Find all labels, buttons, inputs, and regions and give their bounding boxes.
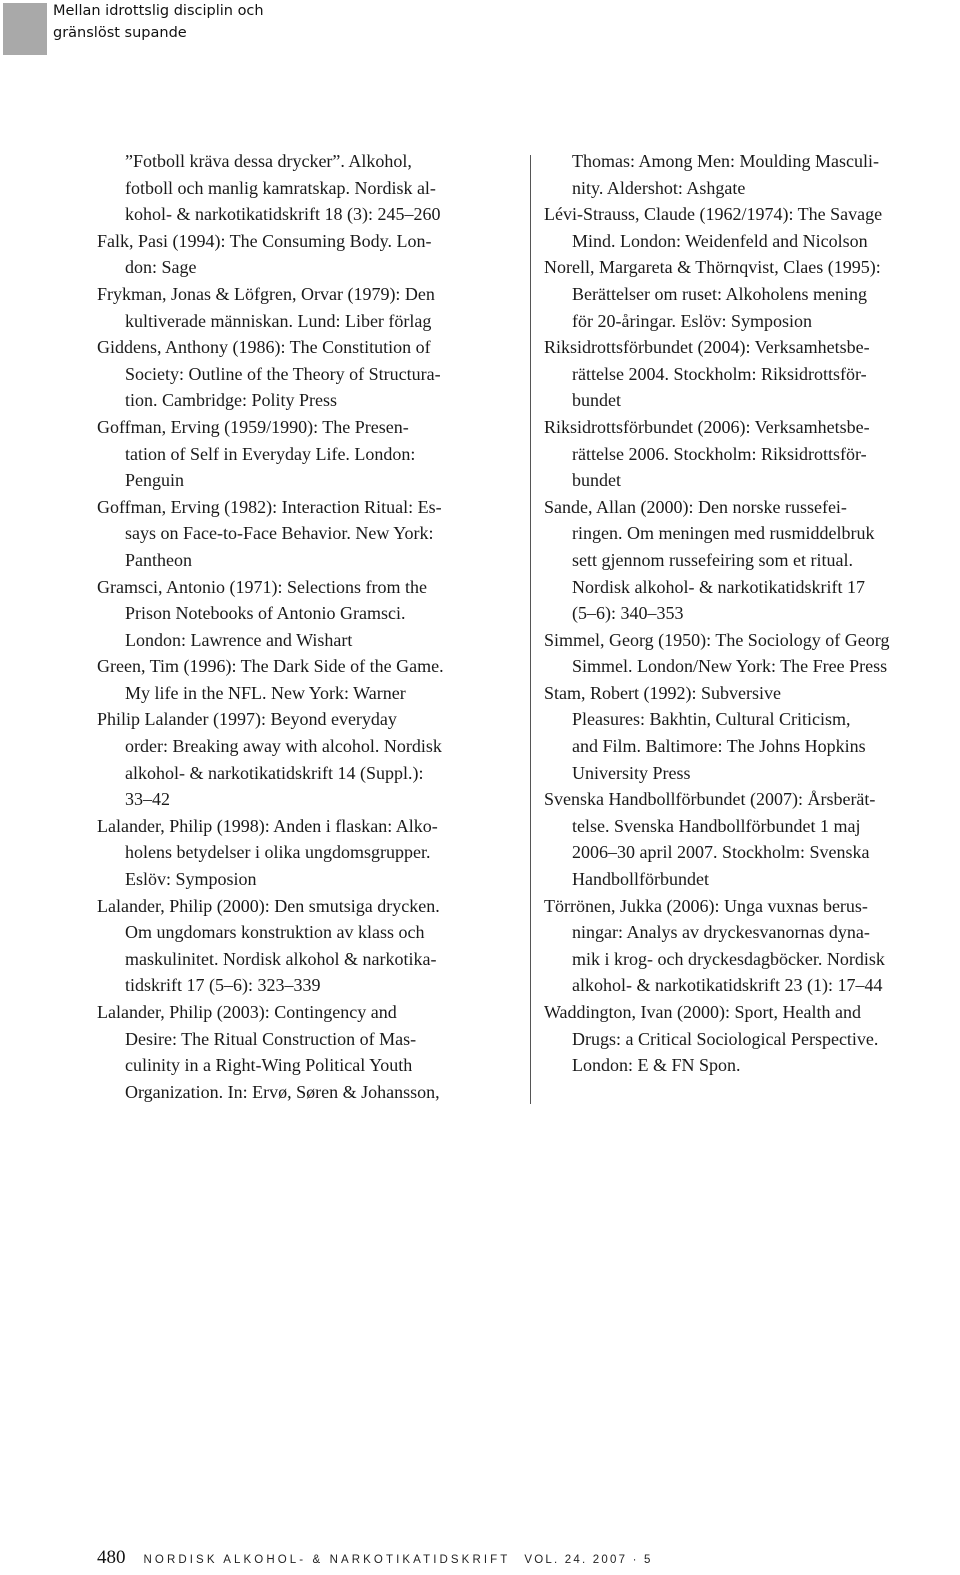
reference-line: Organization. In: Ervø, Søren & Johansson, xyxy=(125,1081,440,1102)
reference-line: Lalander, Philip (2003): Contingency and xyxy=(97,1002,397,1022)
reference-line: ringen. Om meningen med rusmiddelbruk xyxy=(572,523,875,544)
reference-line: Nordisk alkohol- & narkotikatidskrift 17 xyxy=(572,576,865,597)
reference-line: Prison Notebooks of Antonio Gramsci. xyxy=(125,603,406,624)
reference-line: Mind. London: Weidenfeld and Nicolson xyxy=(572,230,868,251)
reference-line: Riksidrottsförbundet (2004): Verksamhetsbe- xyxy=(544,337,870,358)
reference-line: London: Lawrence and Wishart xyxy=(125,629,353,650)
reference-line: Riksidrottsförbundet (2006): Verksamhetsbe- xyxy=(544,416,870,437)
reference-line: 2006–30 april 2007. Stockholm: Svenska xyxy=(572,842,870,863)
reference-line: Norell, Margareta & Thörnqvist, Claes (1995): xyxy=(544,257,881,278)
references-left-column xyxy=(97,148,444,1105)
page-number: 480 xyxy=(97,1547,126,1568)
reference-line: Lalander, Philip (2000): Den smutsiga drycken. xyxy=(97,895,440,916)
reference-line: Pleasures: Bakhtin, Cultural Criticism, xyxy=(572,709,851,730)
reference-line: ”Fotboll kräva dessa drycker”. Alkohol, xyxy=(125,151,412,171)
reference-line: holens betydelser i olika ungdomsgrupper. xyxy=(125,842,431,863)
page-footer xyxy=(97,1547,653,1571)
reference-line: bundet xyxy=(572,390,621,411)
reference-line: 33–42 xyxy=(125,789,170,810)
volume-info: VOL. 24. 2007 · 5 xyxy=(524,1554,653,1566)
reference-line: Handbollförbundet xyxy=(572,869,709,890)
reference-line: kohol- & narkotikatidskrift 18 (3): 245–260 xyxy=(125,204,441,225)
reference-line: Pantheon xyxy=(125,549,192,570)
reference-line: Törrönen, Jukka (2006): Unga vuxnas berus- xyxy=(544,895,868,916)
reference-line: maskulinitet. Nordisk alkohol & narkotika- xyxy=(125,948,437,969)
reference-line: Thomas: Among Men: Moulding Masculi- xyxy=(572,151,879,171)
reference-line: Berättelser om ruset: Alkoholens mening xyxy=(572,283,867,304)
reference-line: Penguin xyxy=(125,470,185,491)
reference-line: Goffman, Erving (1959/1990): The Presen- xyxy=(97,416,409,437)
reference-line: sett gjennom russefeiring som et ritual. xyxy=(572,549,853,570)
journal-name: NORDISK ALKOHOL- & NARKOTIKATIDSKRIFT xyxy=(143,1554,511,1566)
reference-line: rättelse 2004. Stockholm: Riksidrottsför- xyxy=(572,363,867,384)
reference-line: Lalander, Philip (1998): Anden i flaskan: Alko- xyxy=(97,815,438,836)
reference-line: tion. Cambridge: Polity Press xyxy=(125,390,338,411)
reference-line: telse. Svenska Handbollförbundet 1 maj xyxy=(572,815,861,836)
reference-line: and Film. Baltimore: The Johns Hopkins xyxy=(572,736,866,757)
reference-line: culinity in a Right-Wing Political Youth xyxy=(125,1055,413,1076)
reference-line: alkohol- & narkotikatidskrift 14 (Suppl.): xyxy=(125,762,424,783)
reference-line: Falk, Pasi (1994): The Consuming Body. Lon- xyxy=(97,230,432,251)
reference-line: University Press xyxy=(572,762,691,783)
reference-line: My life in the NFL. New York: Warner xyxy=(125,682,406,703)
references-right-column xyxy=(544,148,889,1079)
reference-line: Svenska Handbollförbundet (2007): Årsberät- xyxy=(544,789,876,810)
reference-line: ningar: Analys av dryckesvanornas dyna- xyxy=(572,922,870,943)
reference-line: Giddens, Anthony (1986): The Constitution of xyxy=(97,337,431,358)
reference-line: kultiverade människan. Lund: Liber förlag xyxy=(125,310,432,331)
reference-line: Stam, Robert (1992): Subversive xyxy=(544,682,781,703)
reference-line: för 20-åringar. Eslöv: Symposion xyxy=(572,310,812,331)
reference-line: rättelse 2006. Stockholm: Riksidrottsför- xyxy=(572,443,867,464)
reference-line: nity. Aldershot: Ashgate xyxy=(572,177,746,198)
reference-line: Society: Outline of the Theory of Structura- xyxy=(125,363,441,384)
reference-line: alkohol- & narkotikatidskrift 23 (1): 17–44 xyxy=(572,975,883,996)
reference-line: Desire: The Ritual Construction of Mas- xyxy=(125,1028,417,1049)
reference-line: tidskrift 17 (5–6): 323–339 xyxy=(125,975,321,996)
reference-line: tation of Self in Everyday Life. London: xyxy=(125,443,416,464)
reference-line: Eslöv: Symposion xyxy=(125,869,257,890)
reference-line: Sande, Allan (2000): Den norske russefei- xyxy=(544,496,847,517)
reference-line: Philip Lalander (1997): Beyond everyday xyxy=(97,709,397,730)
header-gray-block xyxy=(3,3,47,55)
reference-line: says on Face-to-Face Behavior. New York: xyxy=(125,523,434,544)
reference-line: London: E & FN Spon. xyxy=(572,1055,741,1076)
reference-line: Lévi-Strauss, Claude (1962/1974): The Savage xyxy=(544,204,883,225)
reference-line: Gramsci, Antonio (1971): Selections from the xyxy=(97,576,427,597)
reference-line: fotboll och manlig kamratskap. Nordisk al- xyxy=(125,177,436,198)
reference-line: Om ungdomars konstruktion av klass och xyxy=(125,922,425,943)
reference-line: mik i krog- och dryckesdagböcker. Nordisk xyxy=(572,948,885,969)
reference-line: bundet xyxy=(572,470,621,491)
reference-line: Goffman, Erving (1982): Interaction Ritual: Es- xyxy=(97,496,442,517)
reference-line: don: Sage xyxy=(125,257,197,278)
running-header-title: Mellan idrottslig disciplin och gränslöst supande xyxy=(53,3,264,41)
reference-line: Drugs: a Critical Sociological Perspective. xyxy=(572,1028,879,1049)
column-divider xyxy=(530,155,531,1104)
reference-line: Frykman, Jonas & Löfgren, Orvar (1979): Den xyxy=(97,283,435,304)
reference-line: Waddington, Ivan (2000): Sport, Health and xyxy=(544,1002,861,1022)
reference-line: Simmel. London/New York: The Free Press xyxy=(572,656,888,677)
reference-line: Simmel, Georg (1950): The Sociology of Georg xyxy=(544,629,890,650)
reference-line: (5–6): 340–353 xyxy=(572,603,684,624)
reference-line: Green, Tim (1996): The Dark Side of the Game. xyxy=(97,656,444,677)
reference-line: order: Breaking away with alcohol. Nordisk xyxy=(125,736,442,757)
